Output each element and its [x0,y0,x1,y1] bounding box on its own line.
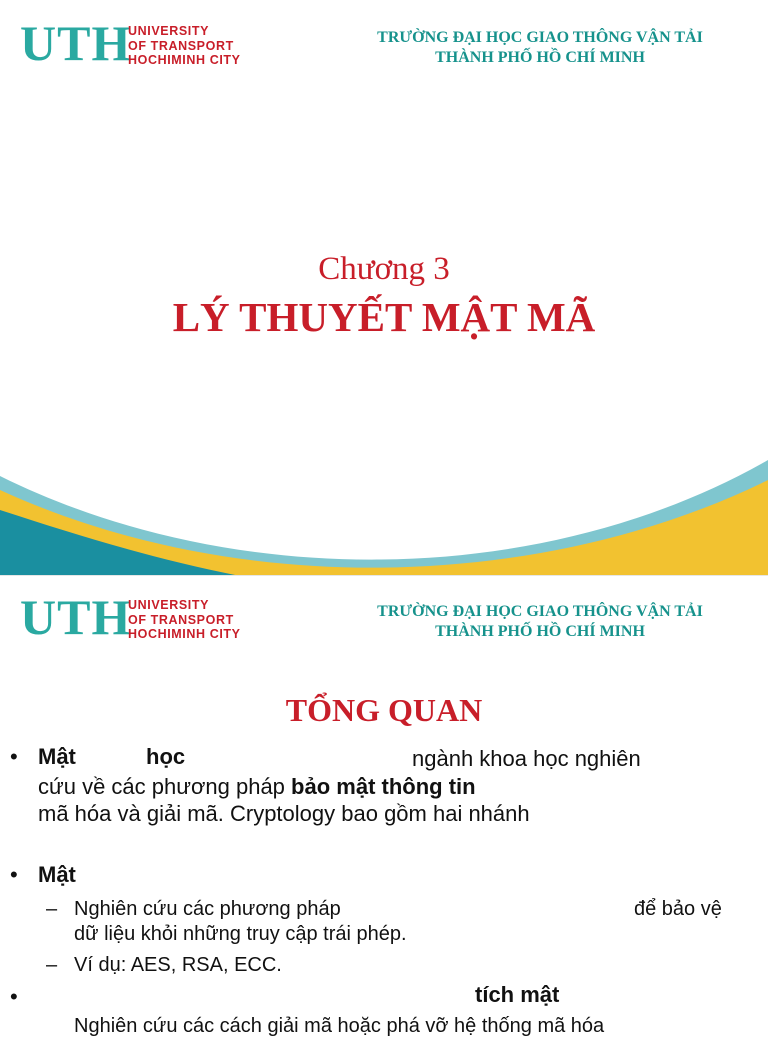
bullet1-line2-text: cứu về các phương pháp [38,774,292,799]
section-heading: TỔNG QUAN [285,692,483,728]
chapter-title: LÝ THUYẾT MẬT MÃ [172,294,596,340]
bullet1-line3: mã hóa và giải mã. Cryptology bao gồm hai nhánh [38,801,530,826]
university-name [330,28,750,68]
logo-line: OF TRANSPORT [128,612,234,627]
university-name-line2: THÀNH PHỐ HỒ CHÍ MINH [435,49,645,66]
bullet1-line2 [38,773,476,801]
bullet-marker: • [10,744,18,769]
logo-line: HOCHIMINH CITY [128,627,241,641]
sub-bullet1-text: Nghiên cứu các phương pháp [74,898,341,920]
cut-off-line: Nghiên cứu các cách giải mã hoặc phá vỡ hệ thống mã hóa [74,1015,605,1037]
logo-line: HOCHIMINH CITY [128,53,241,67]
bullet-marker: • [10,862,18,887]
sub-bullet1-line2: dữ liệu khỏi những truy cập trái phép. [74,923,407,945]
logo-line: OF TRANSPORT [128,38,234,53]
university-name-line2: THÀNH PHỐ HỒ CHÍ MINH [435,623,645,640]
logo-line: UNIVERSITY [128,598,210,612]
bullet3-term: tích mật [475,982,560,1007]
bullet1-text: ngành khoa học nghiên [412,746,641,771]
university-name-line1: TRƯỜNG ĐẠI HỌC GIAO THÔNG VẬN TẢI [377,603,703,620]
logo-text [128,598,241,642]
decorative-wave [0,440,768,576]
chapter-label: Chương 3 [318,251,450,287]
sub-bullet1-end: để bảo vệ [634,898,722,920]
bullet2-term: Mật [38,862,76,887]
sub-bullet2-text: Ví dụ: AES, RSA, ECC. [74,954,282,976]
bullet-marker: • [10,984,18,1009]
sub-bullet-dash: – [46,954,58,976]
logo-line: UNIVERSITY [128,24,210,38]
logo-mark: UTH [20,589,132,645]
logo-text [128,24,241,68]
bullet1-term-word2: học [146,744,186,769]
bullet1-line2-emphasis: bảo mật thông tin [291,774,476,799]
bullet1-term-word1: Mật [38,744,76,769]
uth-logo [20,589,260,646]
uth-logo [20,15,260,72]
university-name [330,602,750,642]
logo-mark: UTH [20,15,132,71]
university-name-line1: TRƯỜNG ĐẠI HỌC GIAO THÔNG VẬN TẢI [377,29,703,46]
sub-bullet-dash: – [46,898,58,920]
